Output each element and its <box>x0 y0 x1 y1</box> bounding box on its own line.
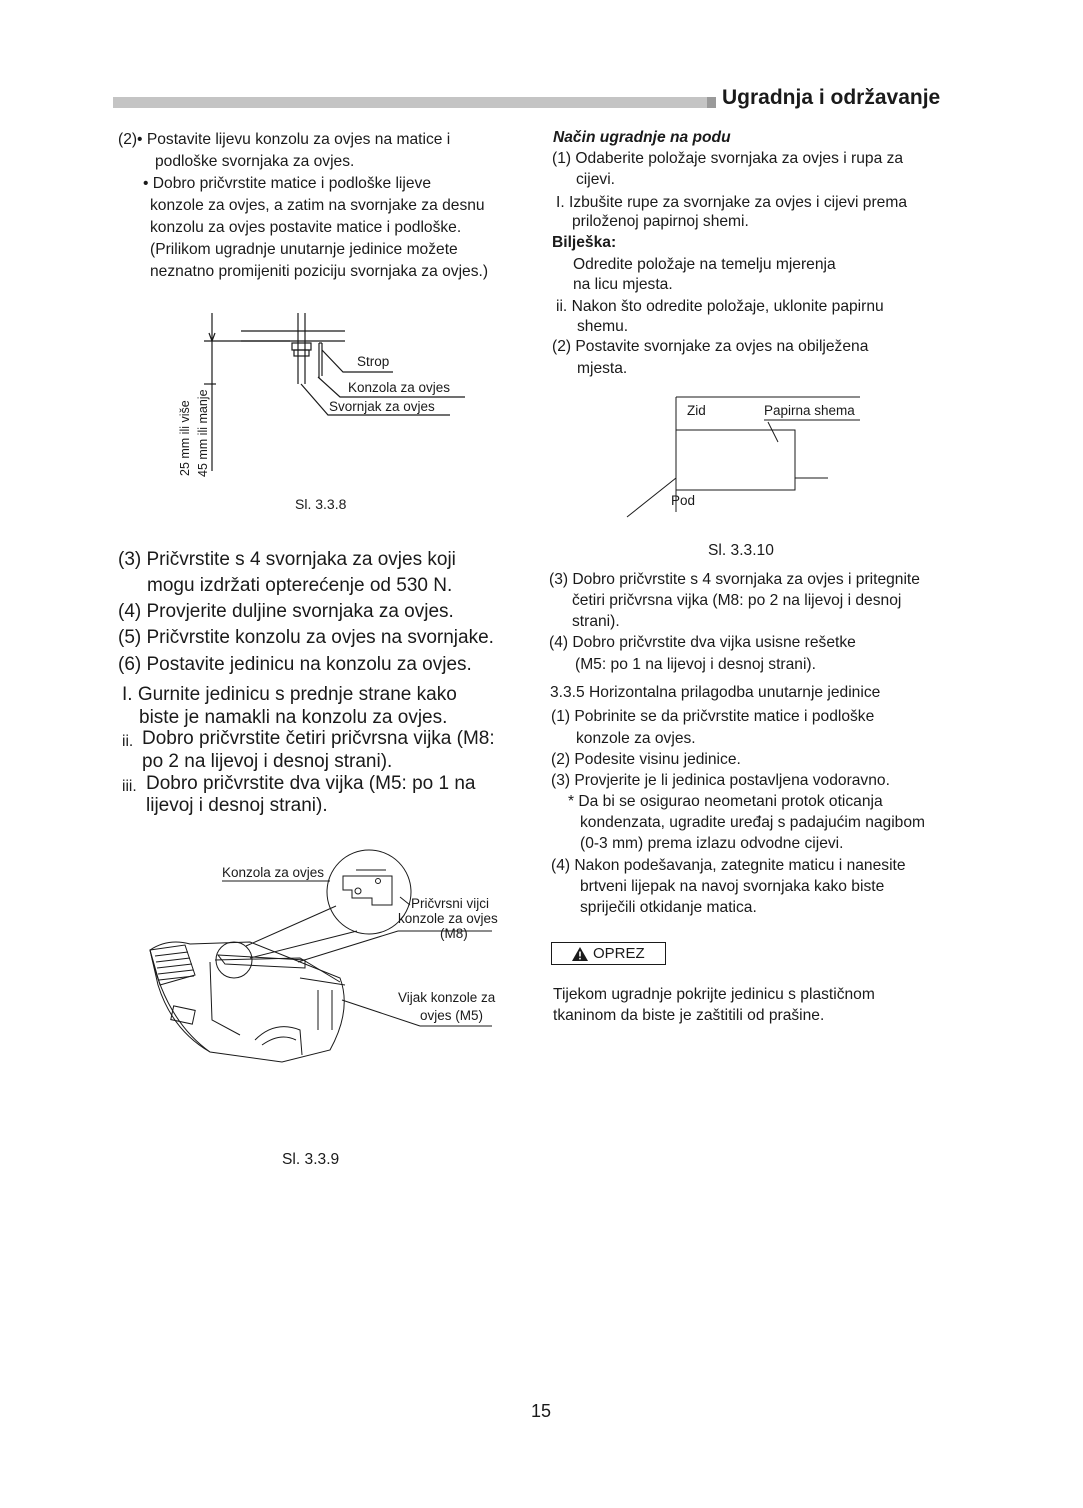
right-l2-13: (0-3 mm) prema izlazu odvodne cijevi. <box>580 835 844 852</box>
right-note-6: mjesta. <box>577 360 628 377</box>
left-sub-i-b: biste je namakli na konzolu za ovjes. <box>139 707 448 728</box>
fig338-label-konzola: Konzola za ovjes <box>348 380 451 395</box>
right-line-3: I. Izbušite rupe za svornjake za ovjes i cijevi prema <box>556 194 908 211</box>
left-p2-line-4: konzole za ovjes, a zatim na svornjake za desnu <box>150 197 485 214</box>
left-step-4: (4) Provjerite duljine svornjaka za ovjes. <box>118 601 454 622</box>
warning-icon <box>572 947 588 961</box>
fig3310-label-zid: Zid <box>687 403 706 418</box>
fig338-dim-45mm: 45 mm ili manje <box>196 389 210 477</box>
left-p2-line-7: neznatno promijeniti poziciju svornjaka za ovjes.) <box>150 263 489 280</box>
right-note-3: ii. Nakon što odredite položaje, uklonite papirnu <box>556 298 884 315</box>
left-sub-iii-a: Dobro pričvrstite dva vijka (M5: po 1 na <box>146 773 476 794</box>
right-section-335: 3.3.5 Horizontalna prilagodba unutarnje jedinice <box>550 684 881 701</box>
left-step-5: (5) Pričvrstite konzolu za ovjes na svornjake. <box>118 627 494 648</box>
right-final-2: tkaninom da biste je zaštitili od prašine. <box>553 1007 825 1024</box>
right-l2-2: četiri pričvrsna vijka (M8: po 2 na lijevoj i desnoj <box>572 592 902 609</box>
left-sub-ii-a: Dobro pričvrstite četiri pričvrsna vijka (M8: <box>142 728 495 749</box>
fig339-label-vijci-1: Pričvrsni vijci <box>411 896 490 911</box>
left-sub-i-a: I. Gurnite jedinicu s prednje strane kako <box>122 684 457 705</box>
fig3310-label-shema: Papirna shema <box>764 403 855 418</box>
page-title: Ugradnja i održavanje <box>722 86 941 109</box>
right-l2-3: strani). <box>572 613 620 630</box>
fig339-caption: Sl. 3.3.9 <box>282 1151 340 1168</box>
fig338-dim-25mm: 25 mm ili više <box>178 400 192 476</box>
left-p2-line-1: (2)• Postavite lijevu konzolu za ovjes na matice i <box>118 131 451 148</box>
warning-box <box>551 942 666 965</box>
right-l2-7: (1) Pobrinite se da pričvrstite matice i podloške <box>551 708 875 725</box>
right-l2-16: spriječili otkidanje matica. <box>580 899 757 916</box>
right-l2-10: (3) Provjerite je li jedinica postavljena vodoravno. <box>551 772 890 789</box>
page-number: 15 <box>531 1401 552 1421</box>
right-l2-4: (4) Dobro pričvrstite dva vijka usisne rešetke <box>549 634 856 651</box>
left-step-6: (6) Postavite jedinicu na konzolu za ovjes. <box>118 654 472 675</box>
left-sub-ii-b: po 2 na lijevoj i desnoj strani). <box>142 751 393 772</box>
fig338-caption: Sl. 3.3.8 <box>295 496 347 512</box>
right-l2-12: kondenzata, ugradite uređaj s padajućim nagibom <box>580 814 926 831</box>
fig339-label-konzola: Konzola za ovjes <box>222 865 325 880</box>
right-l2-14: (4) Nakon podešavanja, zategnite maticu i nanesite <box>551 857 906 874</box>
left-p2-line-2: podloške svornjaka za ovjes. <box>155 153 355 170</box>
left-p2-line-5: konzolu za ovjes postavite matice i podloške. <box>150 219 462 236</box>
fig339-label-vijci-2: konzole za ovjes <box>398 911 498 926</box>
fig3310-label-pod: Pod <box>671 493 696 508</box>
left-step-3b: mogu izdržati opterećenje od 530 N. <box>147 575 453 596</box>
right-l2-5: (M5: po 1 na lijevoj i desnoj strani). <box>575 656 816 673</box>
right-line-4: priloženoj papirnoj shemi. <box>572 213 749 230</box>
right-l2-15: brtveni lijepak na navoj svornjaka kako biste <box>580 878 885 895</box>
fig338-label-svornjak: Svornjak za ovjes <box>329 399 435 414</box>
right-note-2: na licu mjesta. <box>573 276 673 293</box>
fig339-label-vijci-3: (M8) <box>440 926 468 941</box>
right-heading: Način ugradnje na podu <box>553 129 731 146</box>
warning-label: OPREZ <box>593 945 645 962</box>
right-line-1: (1) Odaberite položaje svornjaka za ovjes i rupa za <box>552 150 904 167</box>
right-note-4: shemu. <box>577 318 629 335</box>
right-l2-9: (2) Podesite visinu jedinice. <box>551 751 741 768</box>
right-note-label: Bilješka: <box>552 234 617 251</box>
right-l2-8: konzole za ovjes. <box>576 730 696 747</box>
left-step-3a: (3) Pričvrstite s 4 svornjaka za ovjes koji <box>118 549 456 570</box>
right-note-5: (2) Postavite svornjake za ovjes na obilježena <box>552 338 869 355</box>
left-sub-iii-marker: iii. <box>122 778 137 795</box>
right-final-1: Tijekom ugradnje pokrijte jedinicu s plastičnom <box>553 986 875 1003</box>
right-note-1: Odredite položaje na temelju mjerenja <box>573 256 836 273</box>
fig339-label-vijak-1: Vijak konzole za <box>398 990 496 1005</box>
left-sub-ii-marker: ii. <box>122 733 134 750</box>
right-l2-1: (3) Dobro pričvrstite s 4 svornjaka za ovjes i pritegnite <box>549 571 920 588</box>
left-p2-line-6: (Prilikom ugradnje unutarnje jedinice možete <box>150 241 458 258</box>
left-p2-line-3: • Dobro pričvrstite matice i podloške lijeve <box>143 175 431 192</box>
fig3310-caption: Sl. 3.3.10 <box>708 542 774 559</box>
right-l2-11: * Da bi se osigurao neometani protok oticanja <box>568 793 883 810</box>
left-sub-iii-b: lijevoj i desnoj strani). <box>146 795 328 816</box>
fig339-label-vijak-2: ovjes (M5) <box>420 1008 484 1023</box>
right-line-2: cijevi. <box>576 171 615 188</box>
fig338-label-strop: Strop <box>357 354 390 369</box>
